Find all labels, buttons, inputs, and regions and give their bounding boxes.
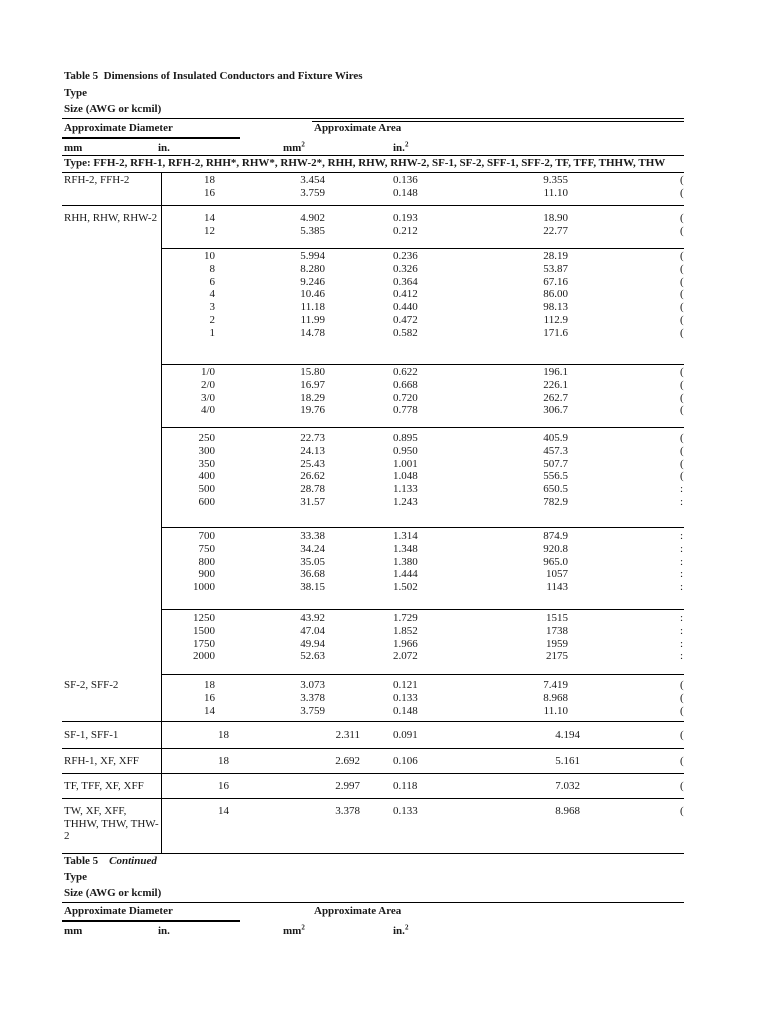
rule-units <box>62 155 684 156</box>
diameter-in-cell: 1.444 <box>393 568 418 581</box>
area-mm2-cell: 98.13 <box>543 301 568 314</box>
diameter-in-cell: 0.778 <box>393 404 418 417</box>
size-cell: 6 <box>209 275 215 288</box>
clipped-cell: ( <box>680 404 684 417</box>
clipped-cell: ( <box>680 704 684 717</box>
clipped-cell: ( <box>680 250 684 262</box>
area-mm2-cell: 1057 <box>546 568 568 581</box>
diameter-mm-cell: 4.902 <box>300 212 325 224</box>
area-mm2-cell: 457.3 <box>543 444 568 457</box>
diameter-in-cell: 1.852 <box>393 624 418 637</box>
area-mm2-cell: 196.1 <box>543 366 568 378</box>
size-cell: 700 <box>198 530 215 542</box>
clipped-cell: ( <box>680 366 684 378</box>
table-number: Table 5 <box>64 70 99 82</box>
diameter-in-cell: 0.412 <box>393 288 418 301</box>
area-mm2-cell: 67.16 <box>543 275 568 288</box>
diameter-in-cell: 0.895 <box>393 432 418 444</box>
diameter-in-cell: 0.133 <box>393 805 418 817</box>
diameter-mm-cell: 11.18 <box>300 301 325 314</box>
clipped-cell: ( <box>680 780 684 792</box>
area-mm2-cell: 1143 <box>546 581 568 594</box>
diameter-in-cell: 1.966 <box>393 637 418 650</box>
clipped-cell: ( <box>680 679 684 691</box>
rule-diameter <box>62 137 240 139</box>
clipped-cell: : <box>680 555 684 568</box>
approx-diameter-header: Approximate Diameter <box>64 122 173 134</box>
size-cell: 1250 <box>193 612 215 624</box>
diameter-mm-cell: 11.99 <box>300 314 325 326</box>
diameter-mm-cell: 3.378 <box>335 805 360 817</box>
size-cell: 1750 <box>193 637 215 650</box>
area-mm2-cell: 556.5 <box>543 470 568 483</box>
diameter-in-cell: 0.121 <box>393 679 418 691</box>
clipped-cell: ( <box>680 212 684 224</box>
clipped-cell: ( <box>680 275 684 288</box>
area-mm2-cell: 405.9 <box>543 432 568 444</box>
diameter-mm-cell: 10.46 <box>300 288 325 301</box>
diameter-mm-cell: 3.759 <box>300 186 325 199</box>
clipped-cell: : <box>680 637 684 650</box>
size-cell: 2000 <box>193 650 215 663</box>
type-cell: RHH, RHW, RHW-2 <box>64 212 158 224</box>
continued-unit-mm: mm <box>64 925 83 937</box>
clipped-cell: ( <box>680 432 684 444</box>
diameter-mm-cell: 52.63 <box>300 650 325 663</box>
area-mm2-cell: 1515 <box>546 612 568 624</box>
diameter-in-cell: 0.136 <box>393 174 418 186</box>
clipped-cell: ( <box>680 755 684 767</box>
area-mm2-cell: 4.194 <box>555 729 580 741</box>
diameter-mm-cell: 3.378 <box>300 691 325 704</box>
rule-top <box>62 118 684 119</box>
area-mm2-cell: 171.6 <box>543 326 568 339</box>
diameter-in-cell: 0.668 <box>393 378 418 391</box>
size-cell: 16 <box>204 186 215 199</box>
diameter-in-cell: 0.106 <box>393 755 418 767</box>
size-cell: 1000 <box>193 581 215 594</box>
continued-title: Table 5 Continued <box>64 855 157 867</box>
continued-unit-in: in. <box>158 925 170 937</box>
diameter-in-cell: 1.048 <box>393 470 418 483</box>
clipped-cell: ( <box>680 262 684 275</box>
area-mm2-cell: 920.8 <box>543 542 568 555</box>
size-cell: 400 <box>198 470 215 483</box>
clipped-cell: ( <box>680 301 684 314</box>
size-cell: 14 <box>204 212 215 224</box>
clipped-cell: ( <box>680 691 684 704</box>
diameter-in-cell: 0.364 <box>393 275 418 288</box>
area-mm2-cell: 28.19 <box>543 250 568 262</box>
area-mm2-cell: 7.419 <box>543 679 568 691</box>
diameter-in-cell: 0.212 <box>393 224 418 237</box>
clipped-cell: ( <box>680 729 684 741</box>
size-cell: 1500 <box>193 624 215 637</box>
diameter-in-cell: 0.236 <box>393 250 418 262</box>
diameter-mm-cell: 38.15 <box>300 581 325 594</box>
clipped-cell: ( <box>680 457 684 470</box>
diameter-in-cell: 0.622 <box>393 366 418 378</box>
diameter-in-cell: 1.502 <box>393 581 418 594</box>
size-cell: 750 <box>198 542 215 555</box>
diameter-mm-cell: 5.994 <box>300 250 325 262</box>
area-mm2-cell: 262.7 <box>543 391 568 404</box>
clipped-cell: ( <box>680 805 684 817</box>
clipped-cell: : <box>680 612 684 624</box>
clipped-cell: : <box>680 650 684 663</box>
area-mm2-cell: 874.9 <box>543 530 568 542</box>
size-cell: 12 <box>204 224 215 237</box>
size-cell: 800 <box>198 555 215 568</box>
size-cell: 2 <box>209 314 215 326</box>
unit-in2-header: in.$^2$ <box>393 140 409 154</box>
row-divider <box>162 609 684 610</box>
size-cell: 10 <box>204 250 215 262</box>
area-mm2-cell: 18.90 <box>543 212 568 224</box>
diameter-mm-cell: 16.97 <box>300 378 325 391</box>
type-cell: RFH-2, FFH-2 <box>64 174 130 186</box>
size-label: Size (AWG or kcmil) <box>64 103 162 115</box>
diameter-in-cell: 0.582 <box>393 326 418 339</box>
continued-approx-area: Approximate Area <box>314 905 402 917</box>
diameter-mm-cell: 9.246 <box>300 275 325 288</box>
row-divider <box>62 205 684 206</box>
diameter-in-cell: 1.001 <box>393 457 418 470</box>
unit-mm-header: mm <box>64 142 83 154</box>
area-mm2-cell: 2175 <box>546 650 568 663</box>
diameter-in-cell: 2.072 <box>393 650 418 663</box>
clipped-cell: ( <box>680 224 684 237</box>
area-mm2-cell: 11.10 <box>543 704 568 717</box>
diameter-mm-cell: 2.311 <box>335 729 360 741</box>
row-divider <box>162 364 684 365</box>
diameter-mm-cell: 47.04 <box>300 624 325 637</box>
size-cell: 300 <box>198 444 215 457</box>
diameter-in-cell: 0.091 <box>393 729 418 741</box>
diameter-in-cell: 0.950 <box>393 444 418 457</box>
size-cell: 18 <box>218 729 229 741</box>
diameter-mm-cell: 5.385 <box>300 224 325 237</box>
clipped-cell: : <box>680 624 684 637</box>
area-mm2-cell: 112.9 <box>543 314 568 326</box>
clipped-cell: ( <box>680 444 684 457</box>
area-mm2-cell: 7.032 <box>555 780 580 792</box>
unit-in-header: in. <box>158 142 170 154</box>
diameter-in-cell: 1.314 <box>393 530 418 542</box>
area-mm2-cell: 5.161 <box>555 755 580 767</box>
area-mm2-cell: 9.355 <box>543 174 568 186</box>
clipped-cell: ( <box>680 186 684 199</box>
diameter-mm-cell: 8.280 <box>300 262 325 275</box>
diameter-mm-cell: 3.759 <box>300 704 325 717</box>
diameter-in-cell: 1.243 <box>393 496 418 508</box>
size-cell: 14 <box>218 805 229 817</box>
table-title <box>64 70 363 83</box>
clipped-cell: : <box>680 568 684 581</box>
diameter-in-cell: 1.348 <box>393 542 418 555</box>
size-cell: 14 <box>204 704 215 717</box>
area-mm2-cell: 507.7 <box>543 457 568 470</box>
type-list-row: Type: FFH-2, RFH-1, RFH-2, RHH*, RHW*, RHW-2*, RHH, RHW, RHW-2, SF-1, SF-2, SFF-1, SFF-2, TF, TFF, THHW, THW <box>64 157 666 169</box>
diameter-mm-cell: 25.43 <box>300 457 325 470</box>
diameter-mm-cell: 3.073 <box>300 679 325 691</box>
table-caption: Dimensions of Insulated Conductors and Fixture Wires <box>103 70 363 82</box>
type-cell: SF-1, SFF-1 <box>64 729 119 741</box>
clipped-cell: : <box>680 581 684 594</box>
diameter-mm-cell: 22.73 <box>300 432 325 444</box>
size-cell: 8 <box>209 262 215 275</box>
diameter-mm-cell: 28.78 <box>300 483 325 496</box>
size-cell: 1/0 <box>200 366 215 378</box>
row-divider <box>62 721 684 722</box>
rule-table-end <box>62 853 684 854</box>
size-cell: 16 <box>204 691 215 704</box>
area-mm2-cell: 86.00 <box>543 288 568 301</box>
clipped-cell: ( <box>680 470 684 483</box>
clipped-cell: ( <box>680 288 684 301</box>
area-mm2-cell: 650.5 <box>543 483 568 496</box>
type-label: Type <box>64 87 88 99</box>
row-divider <box>162 427 684 428</box>
diameter-mm-cell: 18.29 <box>300 391 325 404</box>
diameter-mm-cell: 34.24 <box>300 542 325 555</box>
diameter-in-cell: 1.133 <box>393 483 418 496</box>
diameter-mm-cell: 43.92 <box>300 612 325 624</box>
continued-type-label: Type <box>64 871 88 883</box>
size-cell: 18 <box>218 755 229 767</box>
diameter-in-cell: 0.720 <box>393 391 418 404</box>
diameter-mm-cell: 33.38 <box>300 530 325 542</box>
diameter-mm-cell: 15.80 <box>300 366 325 378</box>
diameter-in-cell: 0.148 <box>393 186 418 199</box>
clipped-cell: ( <box>680 378 684 391</box>
type-cell: TW, XF, XFF, THHW, THW, THW-2 <box>64 805 159 842</box>
clipped-cell: : <box>680 530 684 542</box>
clipped-cell: ( <box>680 314 684 326</box>
diameter-mm-cell: 36.68 <box>300 568 325 581</box>
continued-unit-in2: in.$^2$ <box>393 923 409 937</box>
size-cell: 3 <box>209 301 215 314</box>
area-mm2-cell: 8.968 <box>543 691 568 704</box>
size-cell: 500 <box>198 483 215 496</box>
diameter-mm-cell: 24.13 <box>300 444 325 457</box>
type-cell: RFH-1, XF, XFF <box>64 755 139 767</box>
area-mm2-cell: 1959 <box>546 637 568 650</box>
clipped-cell: ( <box>680 391 684 404</box>
row-divider <box>162 674 684 675</box>
area-mm2-cell: 782.9 <box>543 496 568 508</box>
area-mm2-cell: 226.1 <box>543 378 568 391</box>
size-cell: 18 <box>204 174 215 186</box>
clipped-cell: : <box>680 483 684 496</box>
size-cell: 3/0 <box>200 391 215 404</box>
row-divider <box>62 798 684 799</box>
continued-size-label: Size (AWG or kcmil) <box>64 887 162 899</box>
type-cell: TF, TFF, XF, XFF <box>64 780 144 792</box>
clipped-cell: : <box>680 542 684 555</box>
approx-area-header: Approximate Area <box>314 122 402 134</box>
area-mm2-cell: 965.0 <box>543 555 568 568</box>
diameter-in-cell: 0.326 <box>393 262 418 275</box>
row-divider <box>162 527 684 528</box>
continued-rule-diameter <box>62 920 240 922</box>
row-divider <box>62 748 684 749</box>
area-mm2-cell: 8.968 <box>555 805 580 817</box>
size-cell: 600 <box>198 496 215 508</box>
diameter-mm-cell: 31.57 <box>300 496 325 508</box>
row-divider <box>62 773 684 774</box>
area-mm2-cell: 306.7 <box>543 404 568 417</box>
type-cell: SF-2, SFF-2 <box>64 679 119 691</box>
size-cell: 4/0 <box>200 404 215 417</box>
diameter-mm-cell: 49.94 <box>300 637 325 650</box>
continued-unit-mm2: $mm^2$ <box>283 923 305 937</box>
area-mm2-cell: 1738 <box>546 624 568 637</box>
area-mm2-cell: 22.77 <box>543 224 568 237</box>
diameter-in-cell: 0.193 <box>393 212 418 224</box>
diameter-in-cell: 0.118 <box>393 780 418 792</box>
unit-mm2-header: $mm^2$ <box>283 140 305 154</box>
diameter-in-cell: 0.440 <box>393 301 418 314</box>
continued-approx-diameter: Approximate Diameter <box>64 905 173 917</box>
continued-rule-top <box>62 902 684 903</box>
diameter-mm-cell: 3.454 <box>300 174 325 186</box>
diameter-mm-cell: 2.997 <box>335 780 360 792</box>
size-cell: 4 <box>209 288 215 301</box>
diameter-in-cell: 0.472 <box>393 314 418 326</box>
size-cell: 1 <box>209 326 215 339</box>
size-cell: 900 <box>198 568 215 581</box>
area-mm2-cell: 11.10 <box>543 186 568 199</box>
area-mm2-cell: 53.87 <box>543 262 568 275</box>
size-cell: 16 <box>218 780 229 792</box>
diameter-mm-cell: 2.692 <box>335 755 360 767</box>
size-cell: 2/0 <box>200 378 215 391</box>
clipped-cell: : <box>680 496 684 508</box>
rule-type-row <box>62 172 684 173</box>
diameter-in-cell: 1.380 <box>393 555 418 568</box>
row-divider <box>162 248 684 249</box>
size-cell: 250 <box>198 432 215 444</box>
diameter-in-cell: 0.133 <box>393 691 418 704</box>
diameter-mm-cell: 14.78 <box>300 326 325 339</box>
diameter-mm-cell: 35.05 <box>300 555 325 568</box>
clipped-cell: ( <box>680 326 684 339</box>
diameter-in-cell: 1.729 <box>393 612 418 624</box>
size-cell: 18 <box>204 679 215 691</box>
diameter-mm-cell: 19.76 <box>300 404 325 417</box>
diameter-in-cell: 0.148 <box>393 704 418 717</box>
size-cell: 350 <box>198 457 215 470</box>
diameter-mm-cell: 26.62 <box>300 470 325 483</box>
clipped-cell: ( <box>680 174 684 186</box>
type-column-divider <box>161 172 162 854</box>
